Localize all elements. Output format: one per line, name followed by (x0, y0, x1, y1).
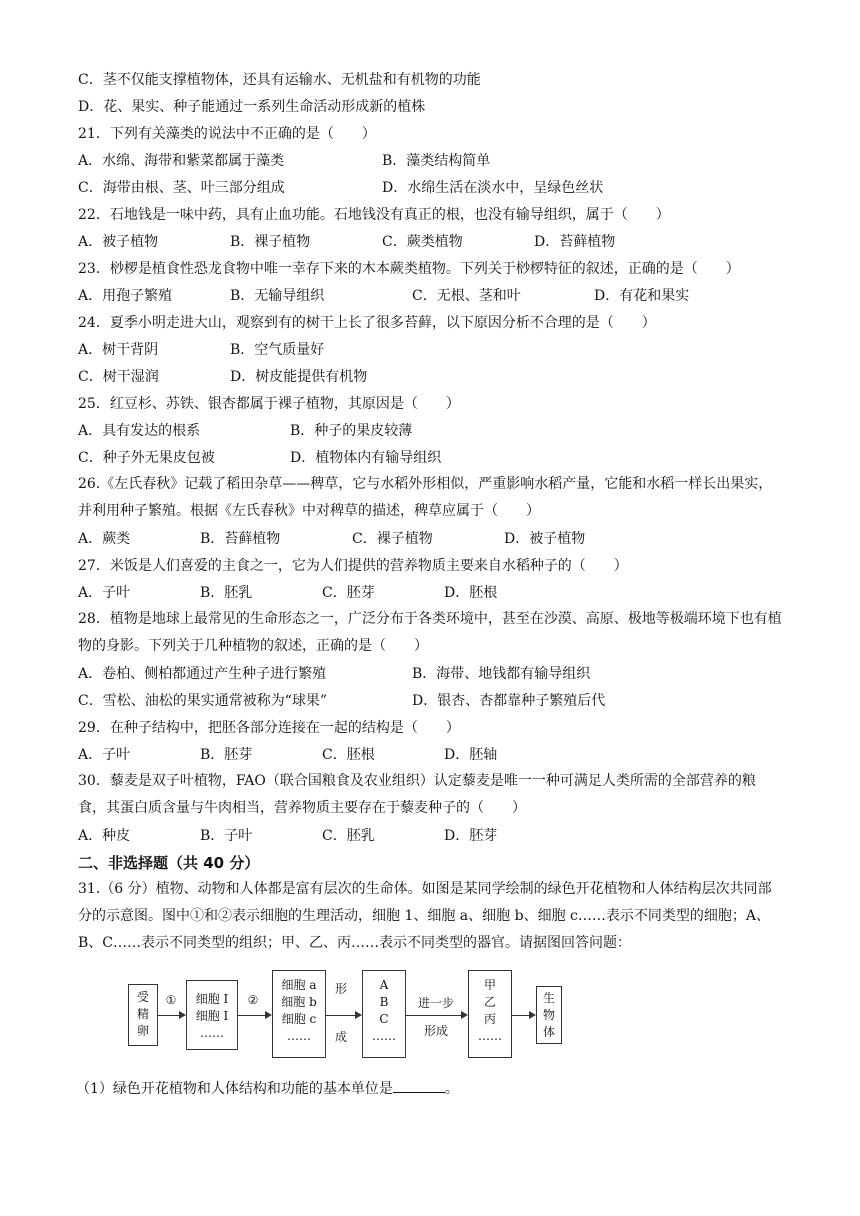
option-b: B．藻类结构简单 (382, 153, 491, 169)
box-text: 乙 (483, 995, 496, 1009)
box-text: 细胞 I (195, 992, 229, 1006)
box-organs (468, 970, 512, 1058)
option-d: D．胚芽 (444, 828, 498, 844)
option-c: C．种子外无果皮包被 (78, 450, 215, 466)
arrow (326, 1015, 360, 1016)
option-b: B．裸子植物 (230, 234, 311, 250)
box-text: …… (287, 1029, 311, 1043)
option-a: A．用孢子繁殖 (78, 288, 173, 304)
step-label: 形成 (423, 1024, 448, 1038)
option-a: A．种皮 (78, 828, 131, 844)
box-text: A (379, 978, 389, 992)
question-text: 。 (444, 1081, 459, 1097)
question-23: 23．桫椤是植食性恐龙食物中唯一幸存下来的木本蕨类植物。下列关于桫椤特征的叙述，正确的是（ ） (78, 261, 740, 277)
option-text: D．花、果实、种子能通过一系列生命活动形成新的植株 (78, 99, 426, 115)
arrow (512, 1015, 534, 1016)
box-text: 受 (136, 990, 149, 1004)
box-text: 体 (542, 1025, 555, 1039)
question-22: 22．石地钱是一味中药，具有止血功能。石地钱没有真正的根，也没有输导组织，属于（ ） (78, 207, 670, 223)
section-heading: 二、非选择题（共 40 分） (78, 854, 260, 872)
option-b: B．种子的果皮较薄 (290, 423, 413, 439)
option-a: A．子叶 (78, 747, 131, 763)
option-b: B．苔藓植物 (200, 531, 281, 547)
option-d: D．树皮能提供有机物 (230, 369, 368, 385)
option-c: C．胚根 (322, 747, 375, 763)
option-d: D．胚轴 (444, 747, 498, 763)
option-d: D．苔藓植物 (534, 234, 616, 250)
option-c: C．雪松、油松的果实通常被称为“球果” (78, 693, 328, 709)
step-label: ② (247, 993, 259, 1007)
box-fertilized-egg (128, 984, 158, 1046)
option-c: C．无根、茎和叶 (412, 288, 521, 304)
option-a: A．蕨类 (78, 531, 131, 547)
question-27: 27．米饭是人们喜爱的主食之一，它为人们提供的营养物质主要来自水稻种子的（ ） (78, 558, 628, 574)
option-d: D．胚根 (444, 585, 498, 601)
option-c: C．树干湿润 (78, 369, 159, 385)
box-organism (536, 986, 562, 1044)
answer-blank[interactable] (393, 1078, 445, 1093)
arrow (406, 1015, 466, 1016)
box-text: C (379, 1012, 389, 1026)
step-label: 进一步 (417, 996, 454, 1010)
option-b: B．胚芽 (200, 747, 253, 763)
option-a: A．具有发达的根系 (78, 423, 201, 439)
option-c: C．蕨类植物 (382, 234, 463, 250)
option-a: A．被子植物 (78, 234, 159, 250)
option-a: A．子叶 (78, 585, 131, 601)
question-28: 28．植物是地球上最常见的生命形态之一，广泛分布于各类环境中，甚至在沙漠、高原、极地等极端环境下也有植物的身影。下列关于几种植物的叙述，正确的是（ ） (78, 611, 782, 654)
question-21: 21．下列有关藻类的说法中不正确的是（ ） (78, 126, 376, 142)
option-d: D．有花和果实 (594, 288, 690, 304)
option-b: B．无输导组织 (230, 288, 325, 304)
box-text: 细胞 a (281, 978, 317, 992)
box-text: …… (478, 1029, 502, 1043)
option-d: D．被子植物 (504, 531, 586, 547)
question-24: 24．夏季小明走进大山，观察到有的树干上长了很多苔藓，以下原因分析不合理的是（ ） (78, 315, 656, 331)
box-text: B (379, 995, 389, 1009)
option-a: A．卷柏、侧柏都通过产生种子进行繁殖 (78, 666, 327, 682)
structure-level-diagram (120, 960, 580, 1072)
question-30: 30．藜麦是双子叶植物，FAO（联合国粮食及农业组织）认定藜麦是唯一一种可满足人类所需的全部营养的粮食，其蛋白质含量与牛肉相当，营养物质主要存在于藜麦种子的（ ） (78, 773, 756, 816)
option-a: A．水绵、海带和紫菜都属于藻类 (78, 153, 285, 169)
option-d: D．银杏、杏都靠种子繁殖后代 (412, 693, 606, 709)
box-text: 细胞 c (281, 1012, 317, 1026)
option-d: D．水绵生活在淡水中，呈绿色丝状 (382, 180, 604, 196)
question-31: 31.（6 分）植物、动物和人体都是富有层次的生命体。如图是某同学绘制的绿色开花植物和人体结构层次共同部分的示意图。图中①和②表示细胞的生理活动，细胞 1、细胞 a、细胞 b、细胞 c……表示不同类型的细胞；A、B、C……表示不同类型的组织；甲、乙、丙……表示不同类型的器官。请据图回答问题： (78, 881, 772, 951)
step-label: ① (165, 993, 177, 1007)
option-c: C．裸子植物 (352, 531, 433, 547)
option-b: B．海带、地钱都有输导组织 (412, 666, 591, 682)
arrow (238, 1015, 270, 1016)
box-text: 生 (542, 991, 555, 1005)
box-text: 甲 (483, 978, 496, 992)
option-d: D．植物体内有输导组织 (290, 450, 442, 466)
option-b: B．子叶 (200, 828, 253, 844)
option-c: C．海带由根、茎、叶三部分组成 (78, 180, 285, 196)
question-25: 25．红豆杉、苏铁、银杏都属于裸子植物，其原因是（ ） (78, 396, 460, 412)
option-c: C．胚芽 (322, 585, 375, 601)
question-26: 26.《左氏春秋》记载了稻田杂草——稗草，它与水稻外形相似，严重影响水稻产量，它能和水稻一样长出果实，并利用种子繁殖。根据《左氏春秋》中对稗草的描述，稗草应属于（ ） (78, 476, 773, 519)
box-cells-1 (186, 980, 238, 1050)
question-29: 29．在种子结构中，把胚各部分连接在一起的结构是（ ） (78, 720, 460, 736)
arrow (158, 1015, 184, 1016)
box-cells-abc (272, 970, 326, 1058)
box-text: 细胞 b (281, 995, 317, 1009)
box-text: 卵 (136, 1024, 149, 1038)
step-label: 形 (334, 982, 347, 996)
box-text: 丙 (483, 1012, 496, 1026)
box-text: …… (200, 1026, 224, 1040)
box-tissues (362, 970, 406, 1058)
box-text: 精 (136, 1007, 149, 1021)
option-a: A．树干背阴 (78, 342, 159, 358)
box-text: 物 (542, 1008, 555, 1022)
question-31-1 (76, 1078, 459, 1099)
box-text: …… (372, 1029, 396, 1043)
option-b: B．胚乳 (200, 585, 253, 601)
option-b: B．空气质量好 (230, 342, 325, 358)
option-c: C．胚乳 (322, 828, 375, 844)
box-text: 细胞 I (195, 1009, 229, 1023)
question-text: （1）绿色开花植物和人体结构和功能的基本单位是 (76, 1081, 393, 1097)
option-text: C．茎不仅能支撑植物体，还具有运输水、无机盐和有机物的功能 (78, 72, 481, 88)
step-label: 成 (334, 1030, 347, 1044)
